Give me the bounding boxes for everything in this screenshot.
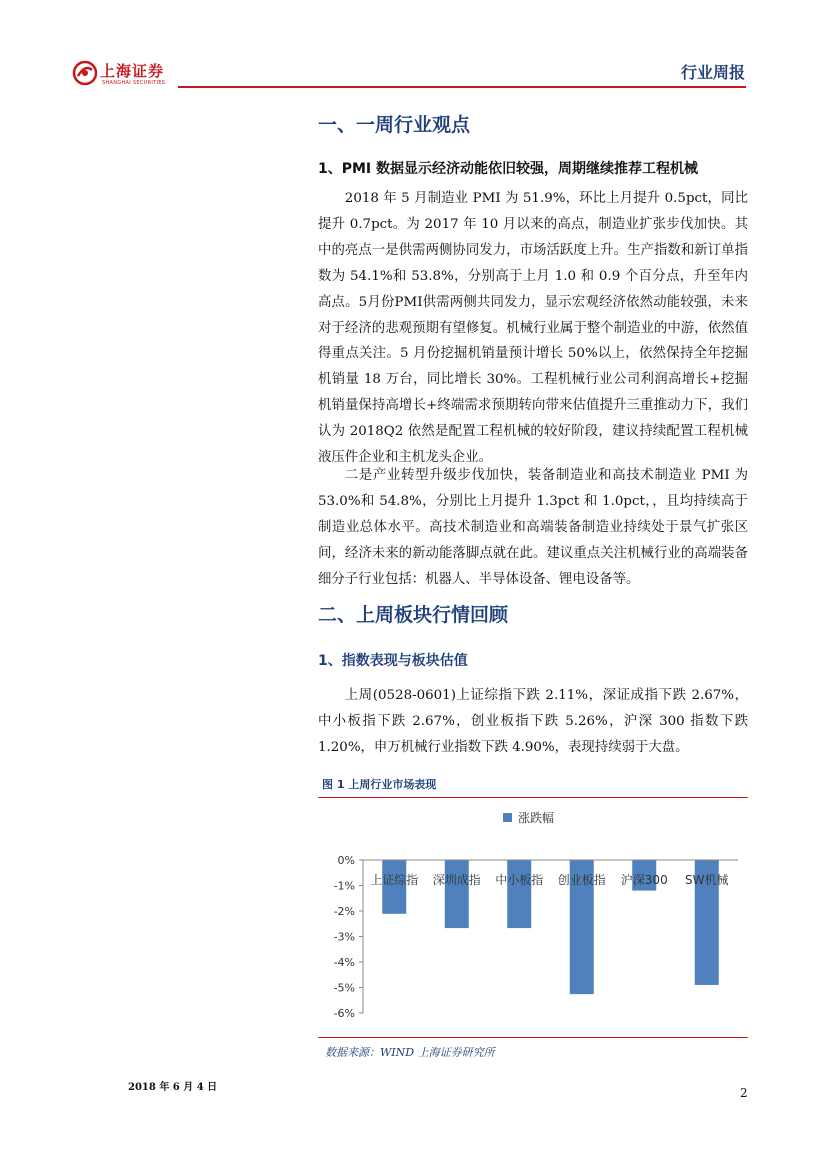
y-tick-label: -3% [333,930,355,944]
market-performance-chart [318,805,748,1035]
x-category-label: 上证综指 [370,873,419,887]
logo-text: 上海证券 [100,62,165,80]
subsection-heading-2-1: 1、指数表现与板块估值 [318,653,468,669]
section-heading-2: 二、上周板块行情回顾 [318,604,509,626]
figure-source: 数据来源：WIND 上海证券研究所 [325,1046,495,1059]
figure-title: 图 1 上周行业市场表现 [322,778,437,791]
x-category-label: 中小板指 [495,873,544,887]
section-heading-1: 一、一周行业观点 [318,114,471,136]
x-category-label: 沪深300 [620,873,668,887]
y-tick-label: -5% [333,981,355,995]
bar-2 [507,860,531,928]
y-tick-label: -1% [333,879,355,893]
paragraph-index-performance: 上周(0528-0601)上证综指下跌 2.11%，深证成指下跌 2.67%，中小板指下跌 2.67%，创业板指下跌 5.26%，沪深 300 指数下跌 1.20%，申万机械行业指数下跌 4.90%，表现持续弱于大盘。 [318,688,748,755]
paragraph-pmi: 2018 年 5 月制造业 PMI 为 51.9%，环比上月提升 0.5pct，同比提升 0.7pct。为 2017 年 10 月以来的高点，制造业扩张步伐加快。其中的亮点一是供需两侧协同发力，市场活跃度上升。生产指数和新订单指数为 54.1%和 53.8%，分别高于上月 1.0 和 0.9 个百分点，升至年内高点。5月份PMI供需两侧共同发力，显示宏观经济依然动能较强，未来对于经济的悲观预期有望修复。机械行业属于整个制造业的中游，依然值得重点关注。5 月份挖掘机销量预计增长 50%以上，依然保持全年挖掘机销量 18 万台，同比增长 30%。工程机械行业公司利润高增长+挖掘机销量保持高增长+终端需求预期转向带来估值提升三重推动力下，我们认为 2018Q2 依然是配置工程机械的较好阶段，建议持续配置工程机械液压件企业和主机龙头企业。 [318,191,748,466]
y-tick-label: -6% [333,1007,355,1020]
x-category-label: SW机械 [685,873,729,887]
bar-1 [445,860,469,928]
y-tick-label: -4% [333,956,355,969]
subsection-heading-1-1: 1、PMI 数据显示经济动能依旧较强，周期继续推荐工程机械 [318,161,699,177]
document-type: 行业周报 [680,63,745,82]
logo-subtext: SHANGHAI SECURITIES [102,80,166,86]
figure-bottom-rule [318,1037,748,1038]
x-category-label: 创业板指 [557,873,606,887]
paragraph-upgrade: 二是产业转型升级步伐加快，装备制造业和高技术制造业 PMI 为 53.0%和 54.8%，分别比上月提升 1.3pct 和 1.0pct，，且均持续高于制造业总体水平。高技术制造业和高端装备制造业持续处于景气扩张区间，经济未来的新动能落脚点就在此。建议重点关注机械行业的高端装备细分子行业包括：机器人、半导体设备、锂电设备等。 [318,468,748,587]
header-divider [178,86,746,88]
y-tick-label: -2% [333,905,355,918]
figure-top-rule [318,797,748,798]
logo-emblem-icon [72,60,98,86]
report-date: 2018 年 6 月 4 日 [128,1082,218,1093]
y-tick-label: 0% [337,854,355,867]
page-number: 2 [740,1086,748,1100]
legend-label: 涨跌幅 [518,811,555,825]
logo [72,60,202,94]
legend-swatch [503,813,512,822]
x-category-label: 深圳成指 [432,873,481,887]
